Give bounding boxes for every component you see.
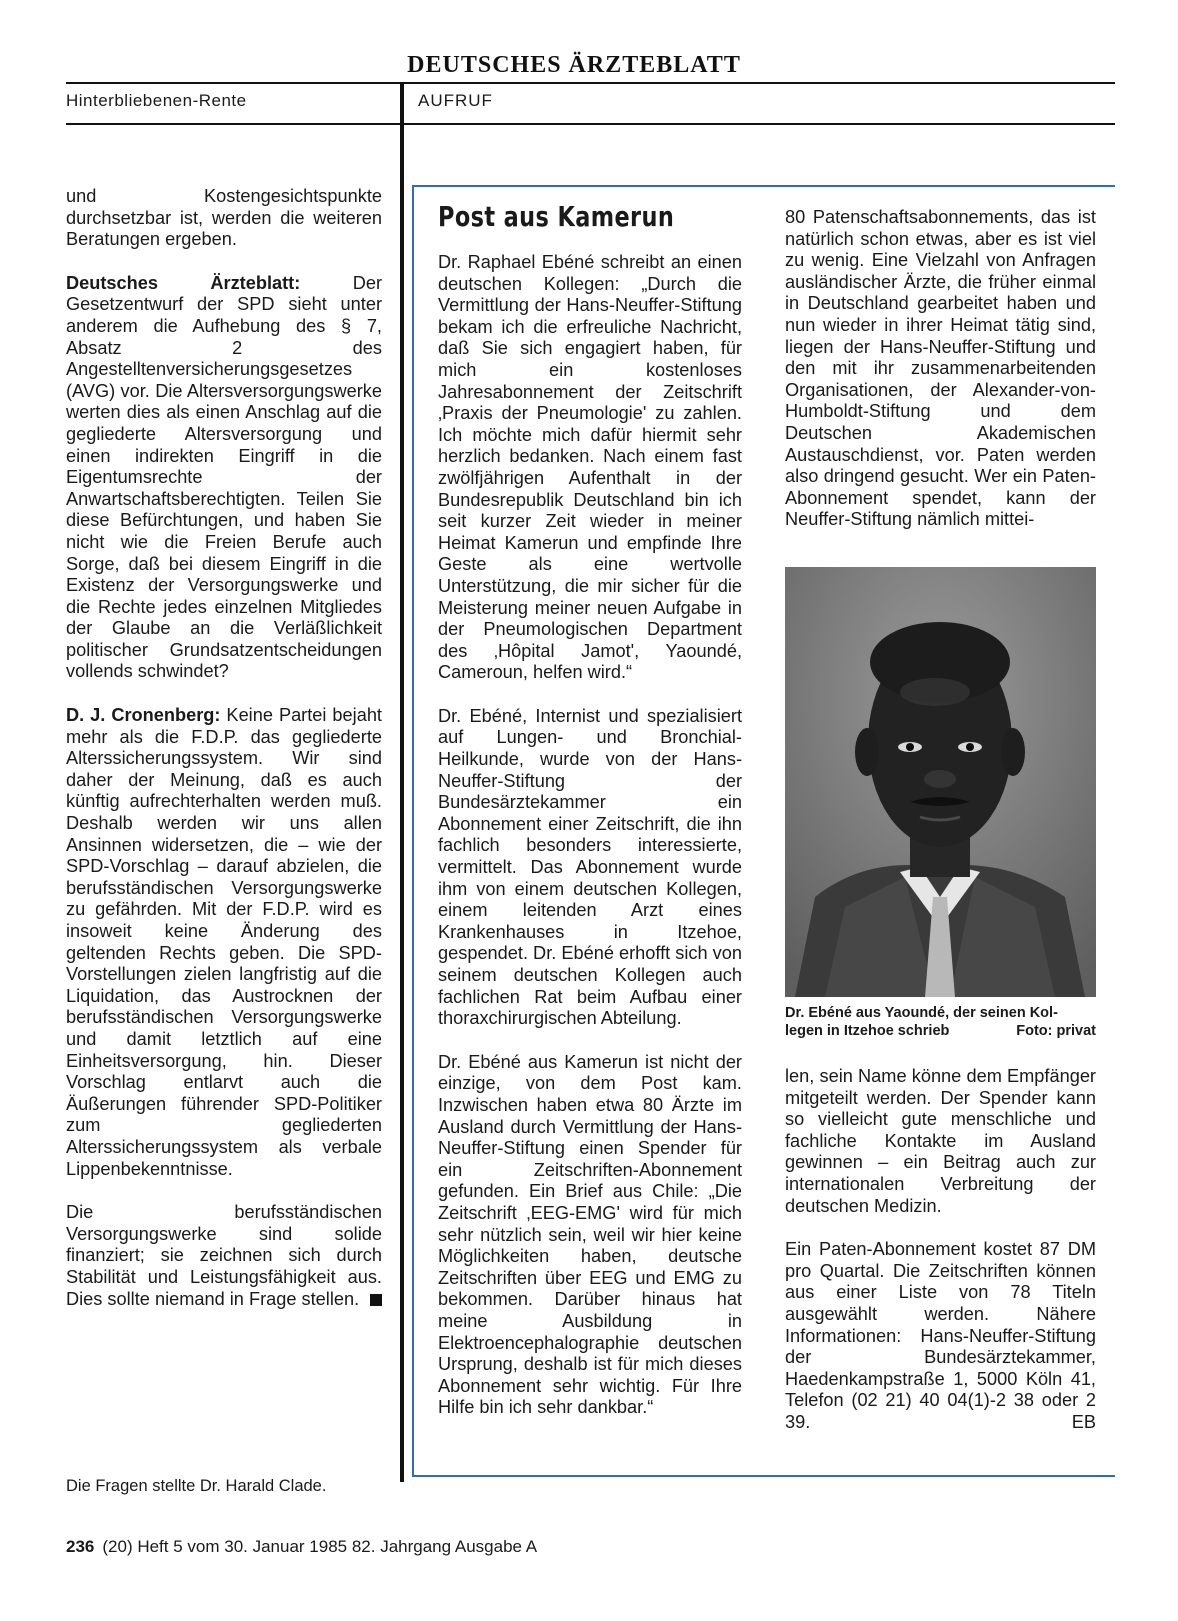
caption-line: legen in Itzehoe schrieb Foto: privat [785, 1023, 1096, 1039]
interview-paragraph: Die berufsständischen Versorgungswerke sind solide finanziert; sie zeichnen sich durch Stabilität und Leistungsfähigkeit aus. Dies sollte niemand in Frage stellen. [66, 1202, 382, 1309]
section-label-right: AUFRUF [418, 91, 493, 110]
section-rule [66, 123, 1115, 125]
interview-answer [66, 705, 382, 1180]
issue-info: (20) Heft 5 vom 30. Januar 1985 82. Jahrgang Ausgabe A [102, 1537, 538, 1556]
article-paragraph: Ein Paten-Abonnement kostet 87 DM pro Quartal. Die Zeitschriften können aus einer Liste von 78 Titeln ausgewählt werden. Nähere Informationen: Hans-Neuffer-Stiftung der Bundesärztekammer, Haedenkampstraße 1, 5000 Köln 41, Telefon (02 21) 40 04(1)-2 38 oder 2 39. EB [785, 1239, 1096, 1432]
speaker-label: Deutsches Ärzteblatt: [66, 272, 301, 293]
article-paragraph: 80 Patenschaftsabonnements, das ist natürlich schon etwas, aber es ist viel zu wenig. Eine Vielzahl von Anfragen ausländischer Ärzte, die früher einmal in Deutschland gearbeitet haben und nun wieder in ihrer Heimat tätig sind, liegen der Hans-Neuffer-Stiftung und den mit ihr zusammenarbeitenden Organisationen, der Alexander-von-Humboldt-Stiftung und dem Deutschen Akademischen Austauschdienst, vor. Paten werden also dringend gesucht. Wer ein Paten-Abonnement spendet, kann der Neuffer-Stiftung nämlich mittei- [785, 207, 1096, 530]
article-column-right-top [785, 207, 1096, 553]
masthead: DEUTSCHES ÄRZTEBLATT [407, 52, 741, 78]
article-paragraph: len, sein Name könne dem Empfänger mitgeteilt werden. Der Spender kann so vielleicht gute menschliche und fachliche Kontakte im Ausland gewinnen – ein Beitrag auch zur internationalen Verbreitung der deutschen Medizin. [785, 1066, 1096, 1216]
article-column-right-bottom [785, 1066, 1096, 1456]
page-footer [66, 1537, 537, 1557]
interview-paragraph: und Kostengesichtspunkte durchsetzbar ist, werden die weiteren Beratungen ergeben. [66, 186, 382, 250]
question-text: Der Gesetzentwurf der SPD sieht unter anderem die Aufhebung des § 7, Absatz 2 des Angestelltenversicherungsgesetzes (AVG) vor. Die Altersversorgungswerke werten dies als einen Anschlag auf die gegliederte Altersversorgung und einen indirekten Eingriff in die Eigentumsrechte der Anwartschaftsberechtigten. Teilen Sie diese Befürchtungen, und haben Sie nicht wie die Freien Berufe auch Sorge, daß bei diesem Eingriff in die Existenz der Versorgungswerke und die Rechte jedes einzelnen Mitgliedes der Glaube an die Verläßlichkeit politischer Grundsatzentscheidungen vollends schwindet? [66, 272, 383, 682]
interview-question [66, 273, 382, 683]
photo-caption [785, 1004, 1096, 1040]
section-label-left: Hinterbliebenen-Rente [66, 91, 247, 110]
caption-line: Dr. Ebéné aus Yaoundé, der seinen Kol- [785, 1005, 1058, 1021]
answer-text: Keine Partei bejaht mehr als die F.D.P. das gegliederte Alterssicherungssystem. Wir sind daher der Meinung, daß es auch künftig aufrechterhalten werden muß. Deshalb werden wir uns allen Ansinnen widersetzen, die – wie der SPD-Vorschlag – darauf abzielen, die berufsständischen Versorgungswerke zu gefährden. Mit der F.D.P. wird es insoweit keine Änderung des geltenden Rechts geben. Die SPD-Vorstellungen zielen langfristig auf die Liquidation, das Austrocknen der berufsständischen Versorgungswerke und damit letztlich auf eine Einheitsversorgung, hin. Dieser Vorschlag entlarvt auch die Äußerungen führender SPD-Politiker zum gegliederten Alterssicherungssystem als verbale Lippenbekenntnisse. [66, 705, 382, 1179]
portrait-photo [785, 567, 1096, 997]
top-rule [66, 82, 1115, 84]
interview-credit: Die Fragen stellte Dr. Harald Clade. [66, 1477, 327, 1495]
author-signature: EB [1071, 1411, 1096, 1432]
page-number: 236 [66, 1537, 95, 1556]
article-paragraph: Dr. Raphael Ebéné schreibt an einen deutschen Kollegen: „Durch die Vermittlung der Hans-Neuffer-Stiftung bekam ich die erfreuliche Nachricht, daß Sie sich engagiert haben, für mich ein kostenloses Jahresabonnement der Zeitschrift ‚Praxis der Pneumologie' zu zahlen. Ich möchte mich dafür hiermit sehr herzlich bedanken. Nach einem fast zwölfjährigen Aufenthalt in der Bundesrepublik Deutschland bin ich seit kurzer Zeit wieder in meiner Heimat Kamerun und empfinde Ihre Geste als eine wertvolle Unterstützung, die mir sicher für die Meisterung meiner neuen Aufgabe in der Pneumologischen Department des ‚Hôpital Jamot', Yaoundé, Cameroun, helfen wird.“ [438, 252, 742, 683]
speaker-label: D. J. Cronenberg: [66, 705, 221, 726]
article-paragraph: Dr. Ebéné aus Kamerun ist nicht der einzige, von dem Post kam. Inzwischen haben etwa 80 Ärzte im Ausland durch Vermittlung der Hans-Neuffer-Stiftung einen Spender für ein Zeitschriften-Abonnement gefunden. Ein Brief aus Chile: „Die Zeitschrift ‚EEG-EMG' wird für mich sehr nützlich sein, weil wir hier keine Möglichkeiten haben, deutsche Zeitschriften über EEG und EMG zu bekommen. Darüber hinaus hat meine Ausbildung in Elektroencephalographie deutschen Ursprung, deshalb ist für mich dieses Abonnement sehr wichtig. Für Ihre Hilfe bin ich sehr dankbar.“ [438, 1051, 742, 1418]
interview-column [66, 186, 382, 1332]
photo-credit: Foto: privat [1016, 1023, 1096, 1039]
end-of-article-mark [370, 1294, 382, 1306]
article-column-middle [438, 252, 742, 1441]
article-paragraph: Dr. Ebéné, Internist und spezialisiert auf Lungen- und Bronchial-Heilkunde, wurde von der Hans-Neuffer-Stiftung der Bundesärztekammer ein Abonnement einer Zeitschrift, die ihn fachlich besonders interessierte, vermittelt. Das Abonnement wurde ihm von einem deutschen Kollegen, einem leitenden Arzt eines Krankenhauses in Itzehoe, gespendet. Dr. Ebéné erhofft sich von seinem deutschen Kollegen auch fachlichen Rat beim Aufbau einer thoraxchirurgischen Abteilung. [438, 705, 743, 1029]
article-title: Post aus Kamerun [438, 200, 675, 233]
column-divider [400, 82, 404, 1482]
